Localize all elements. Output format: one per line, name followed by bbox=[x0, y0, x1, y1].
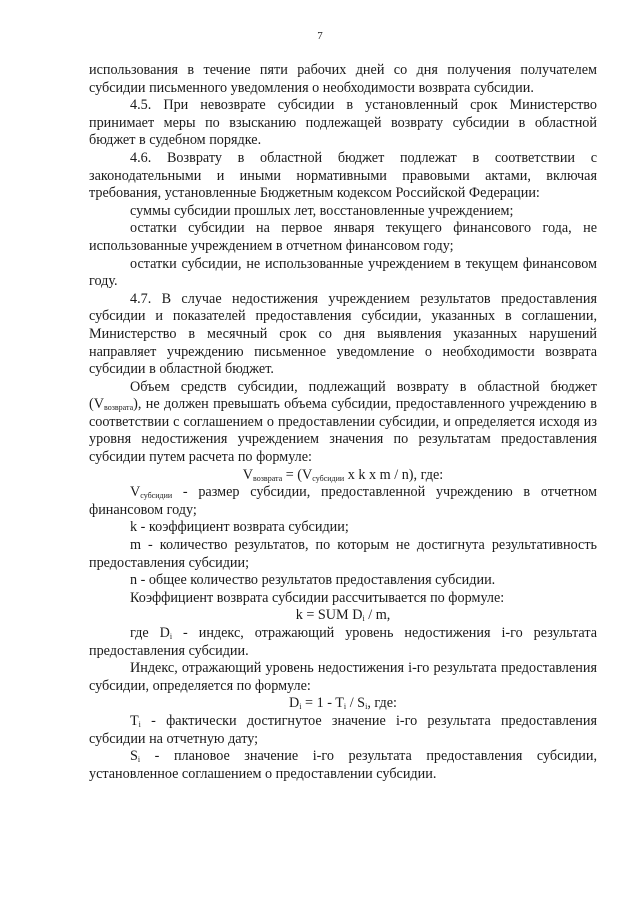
document-body bbox=[89, 62, 597, 783]
subscript: i bbox=[137, 755, 141, 765]
paragraph: субсидии письменного уведомления о необходимости возврата субсидии. bbox=[89, 79, 534, 96]
page-number: 7 bbox=[317, 30, 323, 42]
text-run: - индекс, отражающий уровень недостижения i-го результата предоставления субсидии. bbox=[89, 625, 597, 659]
text-run: ), не должен превышать объема субсидии, предоставленного учреждению в соответствии с соглашением о предоставлении субсидии, и определяется исходя из уровня недостижения учреждением значения по результатам предоставления субсидии путем расчета по формуле: bbox=[89, 396, 597, 466]
paragraph: 4.6. Возврату в областной бюджет подлежат в соответствии с законодательными и иными нормативными правовыми актами, включая требования, установленные Бюджетным кодексом Российской Федерации: bbox=[89, 149, 597, 202]
text-run: / m, bbox=[364, 607, 391, 624]
text-run: = 1 - T bbox=[301, 695, 344, 712]
paragraph: суммы субсидии прошлых лет, восстановленные учреждением; bbox=[130, 202, 514, 219]
paragraph bbox=[89, 625, 597, 660]
paragraph: n - общее количество результатов предоставления субсидии. bbox=[130, 572, 496, 589]
text-run: - фактически достигнутое значение i-го результата предоставления субсидии на отчетную дату; bbox=[89, 712, 597, 747]
text-run: D bbox=[289, 695, 300, 712]
text-run: = (V bbox=[282, 466, 313, 483]
text-run: / S bbox=[346, 695, 366, 712]
text-run: где D bbox=[130, 625, 170, 641]
text-run: - плановое значение i-го результата предоставления субсидии, установленное соглашением о предоставлении субсидии. bbox=[89, 748, 597, 782]
paragraph: 4.5. При невозврате субсидии в установленный срок Министерство принимает меры по взысканию подлежащей возврату субсидии в областной бюджет в судебном порядке. bbox=[89, 97, 597, 149]
subscript: возврата bbox=[253, 473, 283, 483]
paragraph: Коэффициент возврата субсидии рассчитывается по формуле: bbox=[130, 589, 505, 606]
text-run: S bbox=[130, 748, 138, 765]
paragraph bbox=[89, 713, 597, 748]
subscript: i bbox=[299, 702, 302, 712]
paragraph: m - количество результатов, по которым не достигнута результативность предоставления субсидии; bbox=[89, 537, 597, 571]
paragraph bbox=[89, 748, 597, 783]
paragraph: остатки субсидии на первое января текущего финансового года, не использованные учреждением в отчетном финансовом году; bbox=[89, 220, 597, 254]
paragraph bbox=[89, 379, 597, 467]
text-run: T bbox=[130, 712, 139, 729]
subscript: i bbox=[365, 702, 368, 712]
text-run: , где: bbox=[367, 695, 397, 712]
subscript: i bbox=[138, 719, 141, 729]
text-run: V bbox=[130, 484, 141, 501]
subscript: i bbox=[343, 702, 347, 712]
text-run: V bbox=[242, 466, 254, 483]
paragraph: Индекс, отражающий уровень недостижения i-го результата предоставления субсидии, определяется по формуле: bbox=[89, 660, 597, 694]
paragraph bbox=[89, 467, 597, 485]
subscript: субсидии bbox=[140, 491, 173, 501]
text-run: - размер субсидии, предоставленной учреждению в отчетном финансовом году; bbox=[89, 484, 597, 518]
paragraph bbox=[89, 695, 597, 713]
paragraph bbox=[89, 484, 597, 519]
paragraph: остатки субсидии, не использованные учреждением в текущем финансовом году. bbox=[89, 255, 597, 290]
subscript: i bbox=[169, 632, 173, 641]
paragraph bbox=[89, 607, 597, 625]
paragraph: использования в течение пяти рабочих дней со дня получения получателем bbox=[89, 62, 597, 78]
subscript: i bbox=[362, 614, 365, 624]
paragraph: k - коэффициент возврата субсидии; bbox=[130, 519, 349, 536]
subscript: возврата bbox=[103, 403, 134, 413]
subscript: субсидии bbox=[312, 473, 345, 483]
text-run: Объем средств субсидии, подлежащий возврату в областной бюджет (V bbox=[89, 378, 597, 413]
text-run: k = SUM D bbox=[295, 607, 363, 624]
paragraph: 4.7. В случае недостижения учреждением результатов предоставления субсидии и показателей предоставления субсидии, указанных в соглашении, Министерство в месячный срок со дня выявления указанных нарушений направляет учреждению письменное уведомление о необходимости возврата субсидии в областной бюджет. bbox=[89, 290, 597, 378]
text-run: x k x m / n), где: bbox=[344, 466, 444, 483]
